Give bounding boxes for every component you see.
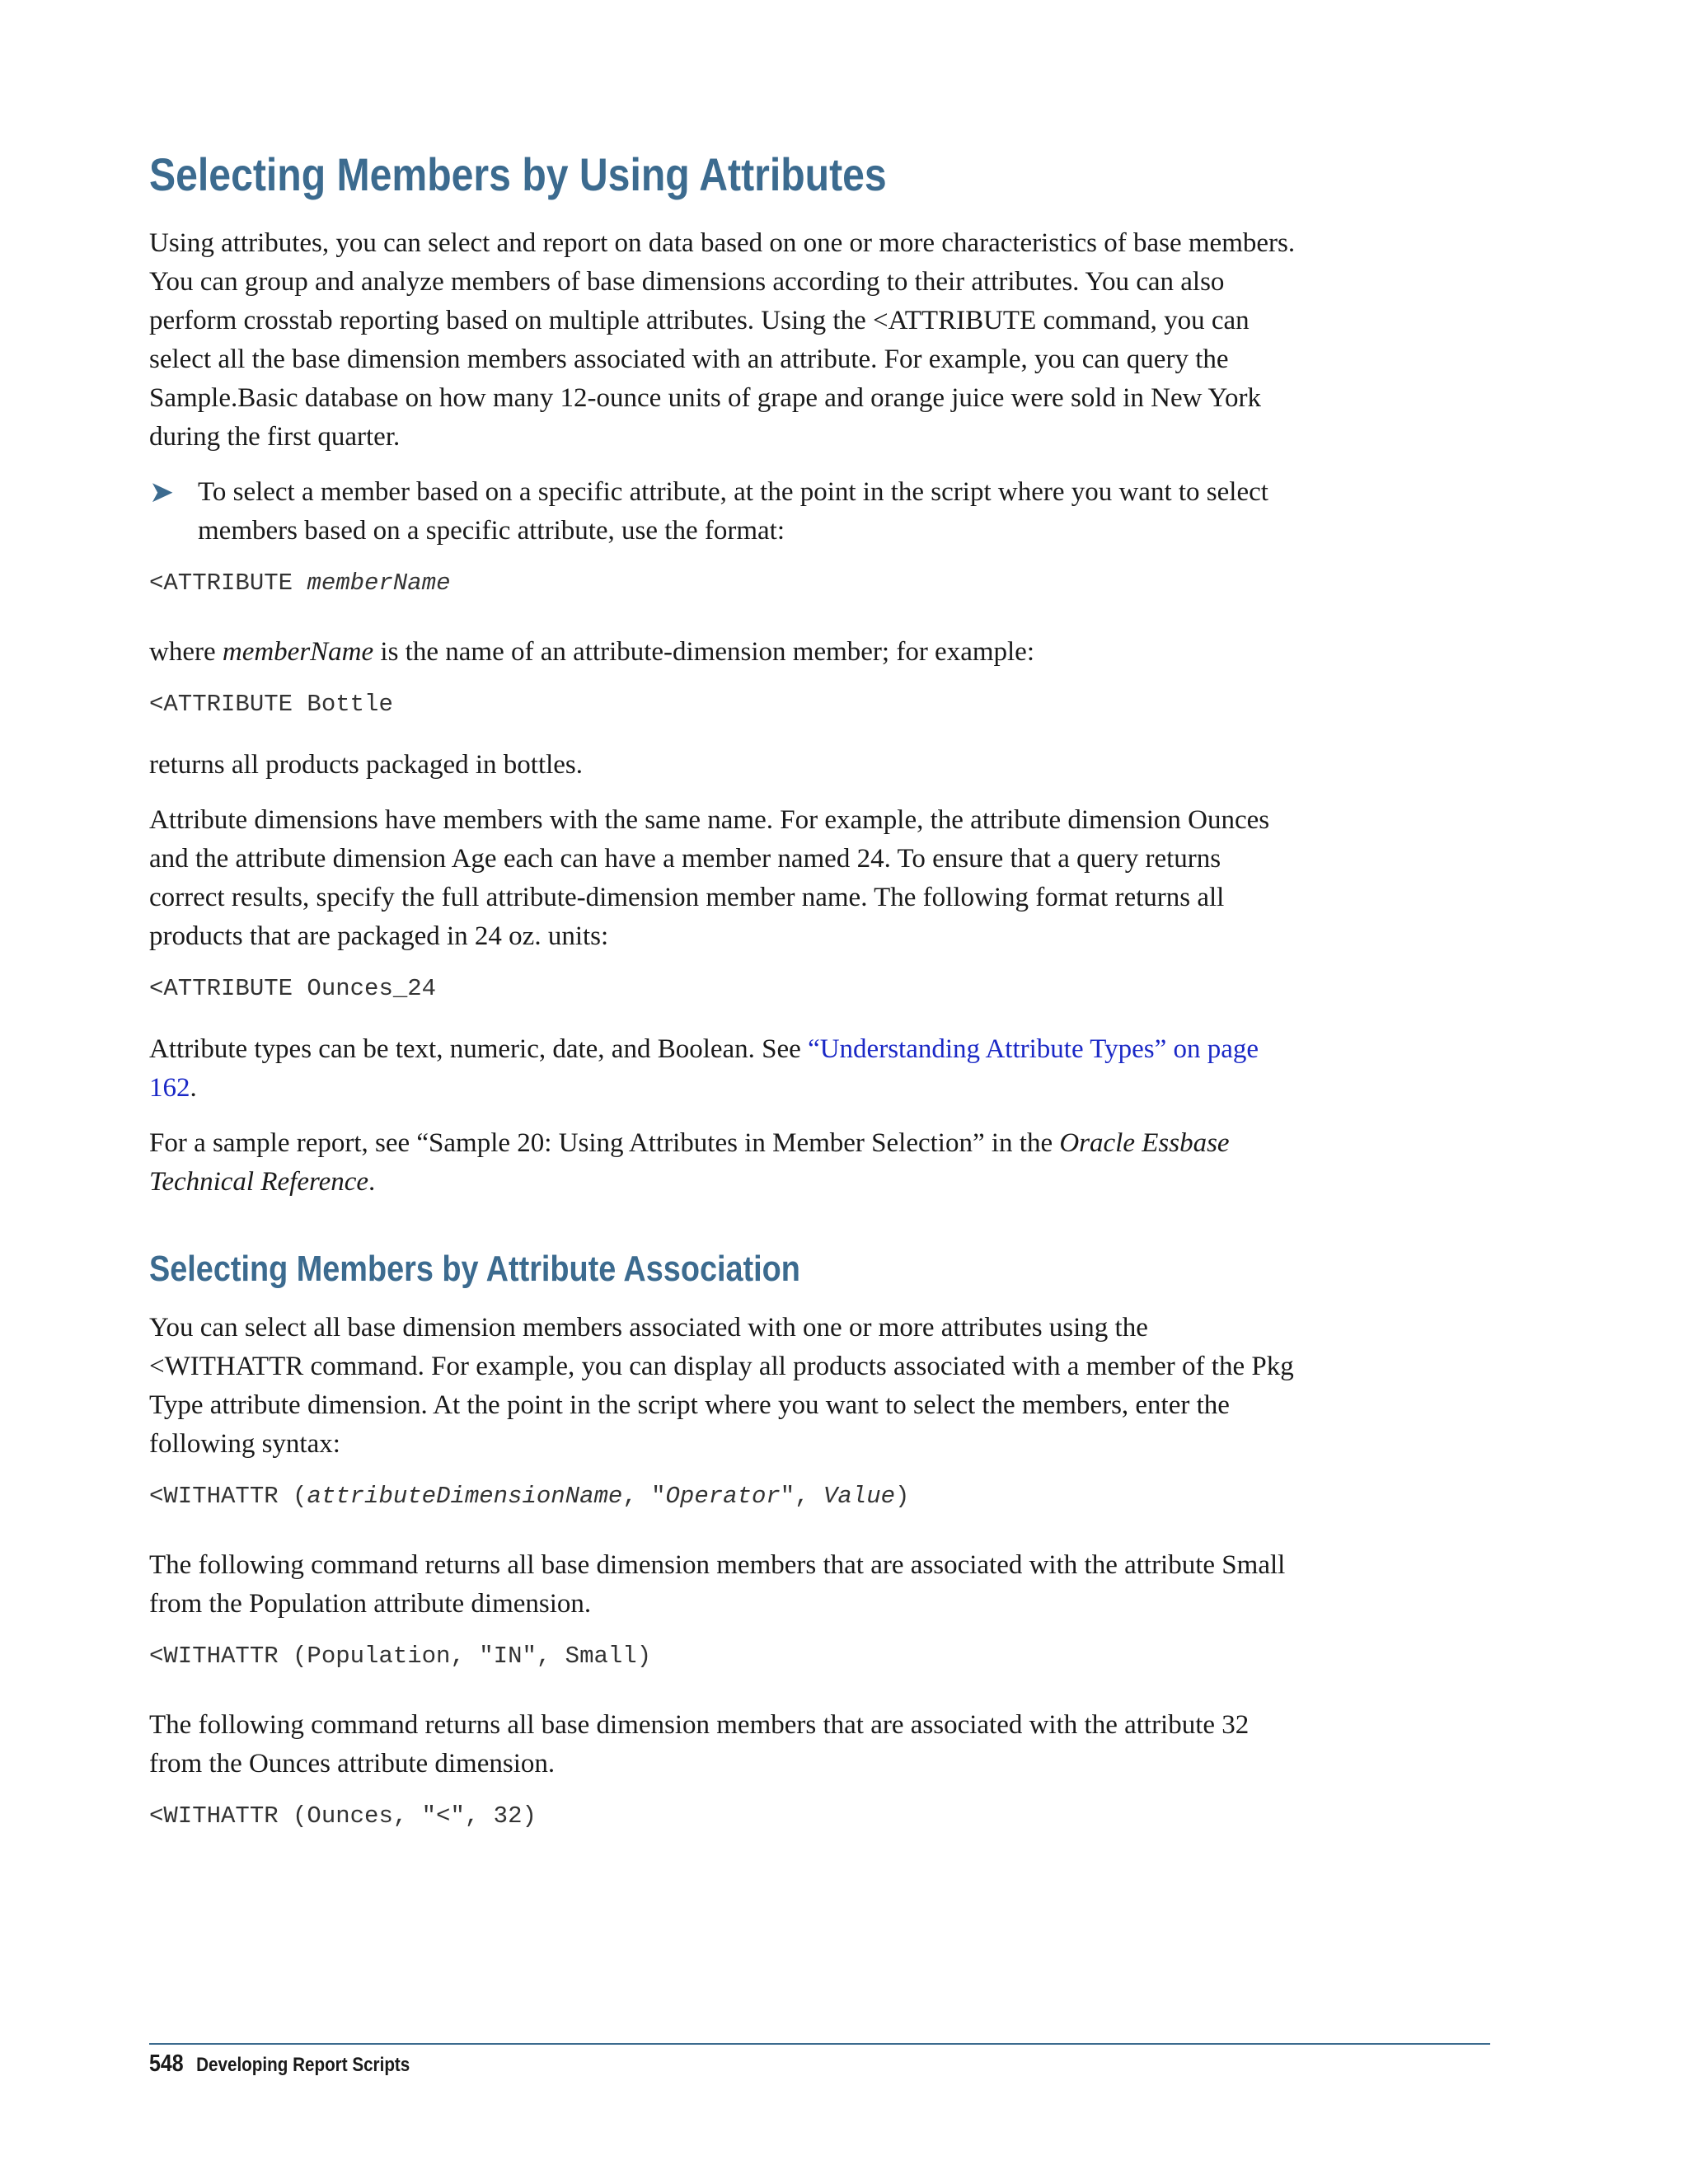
types-text-end: . [190,1073,197,1103]
code-punct: , " [622,1483,666,1510]
code-keyword: <WITHATTR ( [149,1483,307,1510]
code-argument: Value [823,1483,895,1510]
code-argument: memberName [307,569,451,597]
where-paragraph [149,633,1299,672]
page-content [149,145,1299,1858]
code-punct: ) [895,1483,910,1510]
page-footer [149,2050,410,2078]
chapter-title: Developing Report Scripts [196,2054,410,2076]
book-title: Oracle Essbase Technical Reference [149,1128,1230,1197]
code-punct: ", [780,1483,823,1510]
sample-text-end: . [368,1167,376,1197]
where-argument: memberName [222,637,374,667]
command1-code: <WITHATTR (Population, "IN", Small) [149,1643,652,1670]
procedure-step [149,473,1299,551]
code-argument: attributeDimensionName [307,1483,623,1510]
withattr-intro-paragraph: You can select all base dimension members associated with one or more attributes using the <WITHATTR command. For example, you can display all products associated with a member of the Pkg Type attribute dimension. At the point in the script where you want to select the members, enter the following syntax: [149,1313,1294,1459]
example-bottle-description: returns all products packaged in bottles. [149,750,584,780]
section-heading: Selecting Members by Using Attributes [149,148,887,200]
command2-code: <WITHATTR (Ounces, "<", 32) [149,1802,537,1830]
attribute-syntax-code [149,567,1299,600]
page-number: 548 [149,2050,184,2077]
footer-divider [149,2043,1490,2045]
step-arrow-icon: ➤ [149,476,175,509]
sample-report-paragraph [149,1124,1299,1202]
withattr-syntax-code [149,1480,1299,1513]
understanding-attribute-types-link[interactable]: “Understanding Attribute Types” on page 162 [149,1034,1259,1103]
sample-text: For a sample report, see “Sample 20: Using Attributes in Member Selection” in the [149,1128,1060,1158]
duplicate-names-paragraph: Attribute dimensions have members with the same name. For example, the attribute dimension Ounces and the attribute dimension Age each can have a member named 24. To ensure that a query returns correct results, specify the full attribute-dimension member name. The following format returns all products that are packaged in 24 oz. units: [149,805,1270,951]
command2-description: The following command returns all base dimension members that are associated with the attribute 32 from the Ounces attribute dimension. [149,1710,1250,1779]
code-argument: Operator [665,1483,781,1510]
where-text-end: is the name of an attribute-dimension member; for example: [373,637,1035,667]
code-keyword: <ATTRIBUTE [149,569,307,597]
intro-paragraph: Using attributes, you can select and report on data based on one or more characteristics of base members. You can group and analyze members of base dimensions according to their attributes. You can also perform crosstab reporting based on multiple attributes. Using the <ATTRIBUTE command, you can select all the base dimension members associated with an attribute. For example, you can query the Sample.Basic database on how many 12-ounce units of grape and orange juice were sold in New York during the first quarter. [149,228,1296,452]
where-text: where [149,637,223,667]
example-bottle-code: <ATTRIBUTE Bottle [149,691,393,718]
attribute-types-paragraph [149,1030,1299,1108]
step-text: To select a member based on a specific attribute, at the point in the script where you want to select members based on a specific attribute, use the format: [198,477,1268,546]
example-ounces-code: <ATTRIBUTE Ounces_24 [149,975,437,1002]
subsection-heading: Selecting Members by Attribute Association [149,1249,800,1289]
command1-description: The following command returns all base dimension members that are associated with the attribute Small from the Population attribute dimension. [149,1550,1286,1619]
types-text: Attribute types can be text, numeric, date, and Boolean. See [149,1034,809,1064]
